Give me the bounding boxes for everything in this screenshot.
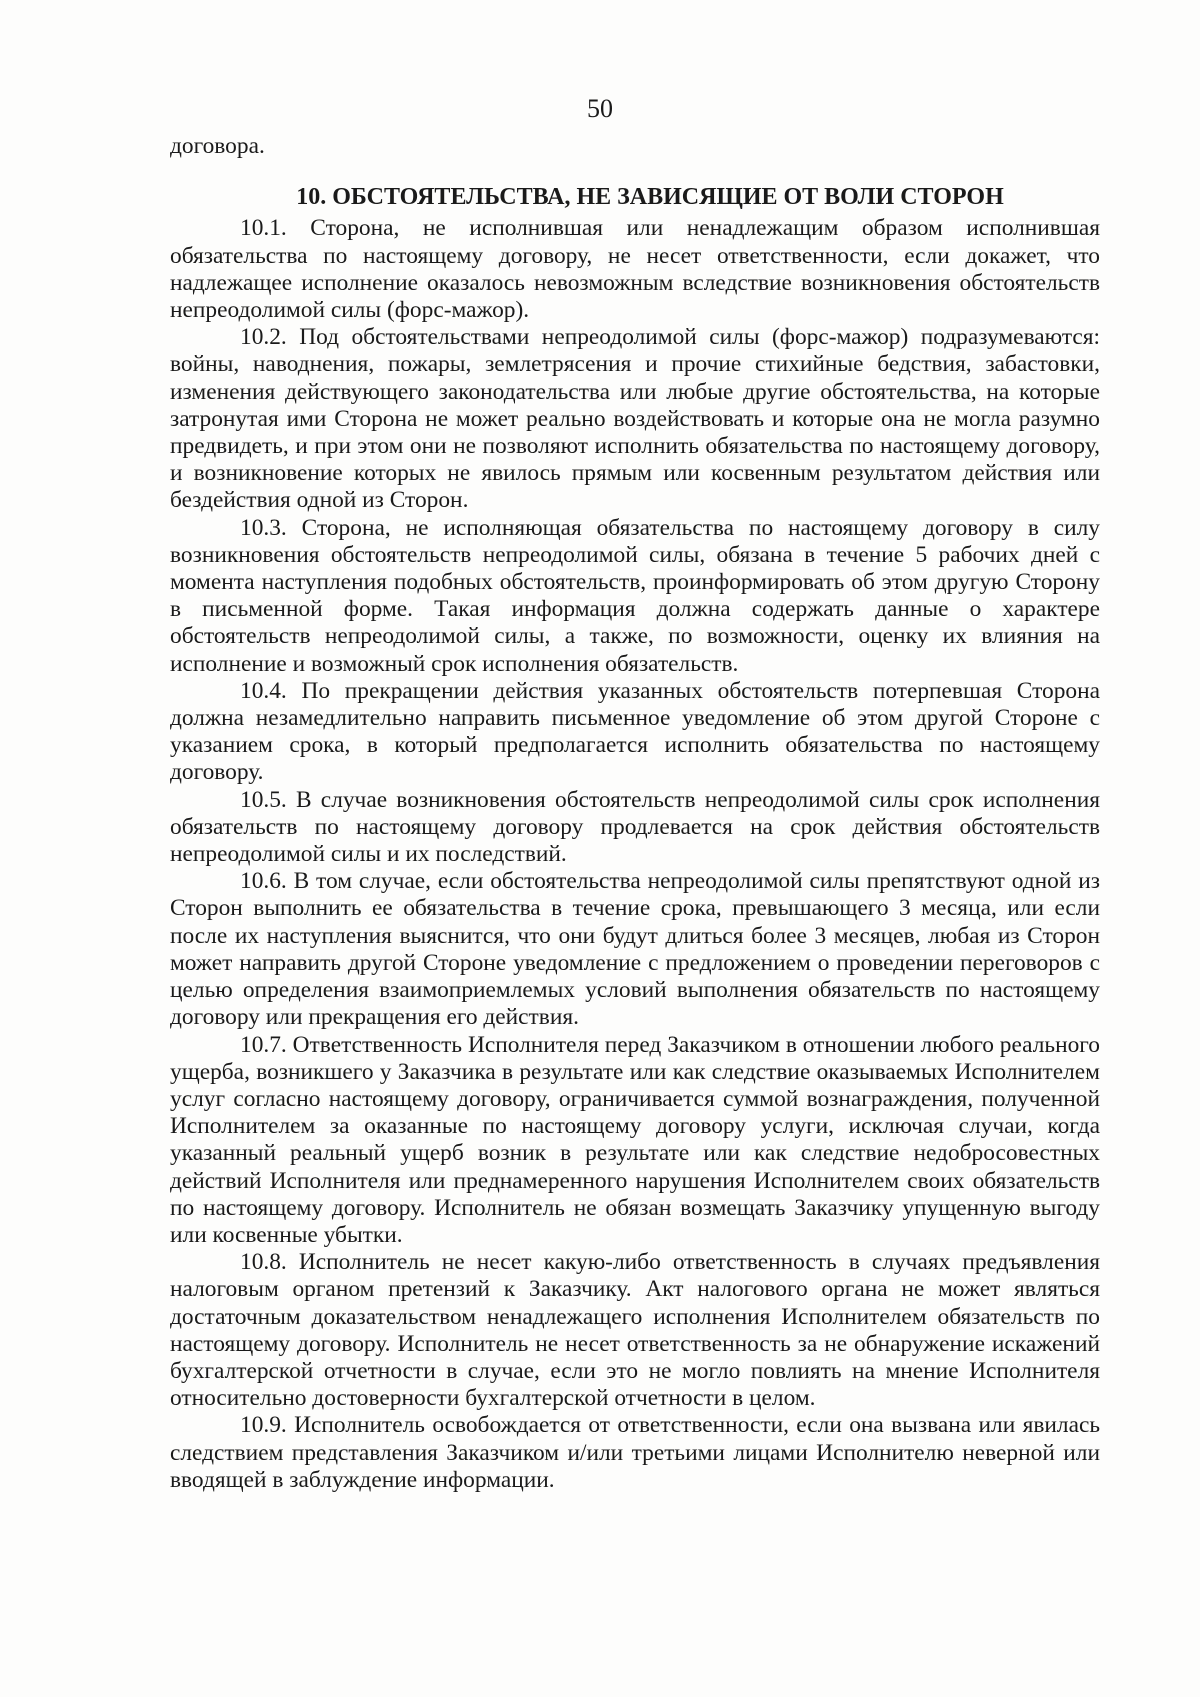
clause-10-7: 10.7. Ответственность Исполнителя перед Заказчиком в отношении любого реального ущерба, возникшего у Заказчика в результате или как следствие оказываемых Исполнителем услуг согласно настоящему договору, ограничивается суммой вознаграждения, полученной Исполнителем за оказанные по настоящему договору услуги, исключая случаи, когда указанный реальный ущерб возник в результате или как следствие недобросовестных действий Исполнителя или преднамеренного нарушения Исполнителем своих обязательств по настоящему договору. Исполнитель не обязан возмещать Заказчику упущенную выгоду или косвенные убытки. (170, 1031, 1100, 1248)
clause-10-6: 10.6. В том случае, если обстоятельства непреодолимой силы препятствуют одной из Сторон выполнить ее обязательства в течение срока, превышающего 3 месяца, или если после их наступления выяснится, что они будут длиться более 3 месяцев, любая из Сторон может направить другой Стороне уведомление с предложением о проведении переговоров с целью определения взаимоприемлемых условий выполнения обязательств по настоящему договору или прекращения его действия. (170, 868, 1100, 1031)
clause-10-1: 10.1. Сторона, не исполнившая или ненадлежащим образом исполнившая обязательства по настоящему договору, не несет ответственности, если докажет, что надлежащее исполнение оказалось невозможным вследствие возникновения обстоятельств непреодолимой силы (форс-мажор). (170, 215, 1100, 324)
clause-10-9: 10.9. Исполнитель освобождается от ответственности, если она вызвана или явилась следствием представления Заказчиком и/или третьими лицами Исполнителю неверной или вводящей в заблуждение информации. (170, 1412, 1100, 1493)
page-content (170, 133, 1100, 1494)
section-title: 10. ОБСТОЯТЕЛЬСТВА, НЕ ЗАВИСЯЩИЕ ОТ ВОЛИ СТОРОН (296, 184, 1004, 211)
clause-10-8: 10.8. Исполнитель не несет какую-либо ответственность в случаях предъявления налоговым органом претензий к Заказчику. Акт налогового органа не может являться достаточным доказательством ненадлежащего исполнения Исполнителем обязательств по настоящему договору. Исполнитель не несет ответственность за не обнаружение искажений бухгалтерской отчетности в случае, если это не могло повлиять на мнение Исполнителя относительно достоверности бухгалтерской отчетности в целом. (170, 1249, 1100, 1412)
page-number: 50 (587, 94, 613, 123)
clause-10-4: 10.4. По прекращении действия указанных обстоятельств потерпевшая Сторона должна незамедлительно направить письменное уведомление об этом другой Стороне с указанием срока, в который предполагается исполнить обязательства по настоящему договору. (170, 677, 1100, 786)
clause-10-5: 10.5. В случае возникновения обстоятельств непреодолимой силы срок исполнения обязательств по настоящему договору продлевается на срок действия обстоятельств непреодолимой силы и их последствий. (170, 786, 1100, 868)
clause-10-2: 10.2. Под обстоятельствами непреодолимой силы (форс-мажор) подразумеваются: войны, наводнения, пожары, землетрясения и прочие стихийные бедствия, забастовки, изменения действующего законодательства или любые другие обстоятельства, на которые затронутая ими Сторона не может реально воздействовать и которые она не могла разумно предвидеть, и при этом они не позволяют исполнить обязательства по настоящему договору, и возникновение которых не явилось прямым или косвенным результатом действия или бездействия одной из Сторон. (170, 324, 1100, 514)
continuation-text: договора. (170, 133, 265, 159)
clause-10-3: 10.3. Сторона, не исполняющая обязательства по настоящему договору в силу возникновения обстоятельств непреодолимой силы, обязана в течение 5 рабочих дней с момента наступления подобных обстоятельств, проинформировать об этом другую Сторону в письменной форме. Такая информация должна содержать данные о характере обстоятельств непреодолимой силы, а также, по возможности, оценку их влияния на исполнение и возможный срок исполнения обязательств. (170, 514, 1100, 677)
